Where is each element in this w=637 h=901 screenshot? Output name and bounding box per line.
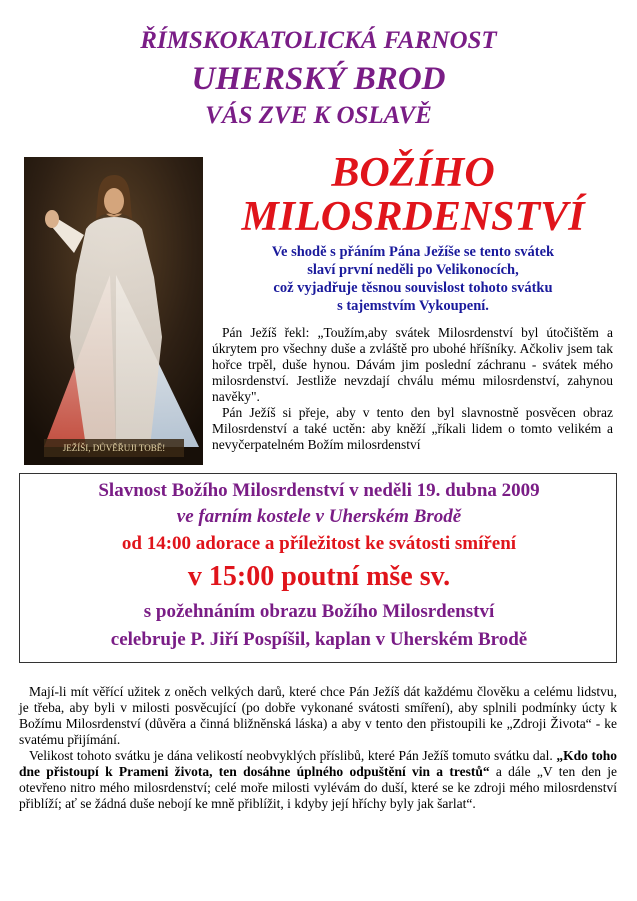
intro-line-2: slaví první neděli po Velikonocích, — [307, 262, 519, 278]
announcement-line-1: Slavnost Božího Milosrdenství v neděli 19. dubna 2009 — [98, 480, 540, 501]
announcement-line-5: s požehnáním obrazu Božího Milosrdenství — [143, 601, 495, 622]
body-paragraph-1: Mají-li mít věřící užitek z oněch velkých darů, které chce Pán Ježíš dát každému člověku a celému lidstvu, je třeba, aby byli v milosti posvěcující (po dobře vykonané svátosti smíření), aby splnili podmínky úcty k Božímu Milosrdenství (důvěra a činná bližněnská láska) a aby v tento den přistoupili ke „Zdroji Života“ - ke svatému přijímání. — [19, 684, 617, 747]
body-paragraph-2 — [19, 748, 617, 812]
announcement-line-2: ve farním kostele v Uherském Brodě — [176, 506, 462, 527]
quote-paragraph-2: Pán Ježíš si přeje, aby v tento den byl slavnostně posvěcen obraz Milosrdenství a také uctěn: aby kněží „říkali lidem o tomto velikém a nevyčerpatelném Božím milosrdenství — [212, 405, 613, 452]
intro-line-3: což vyjadřuje těsnou souvislost tohoto svátku — [273, 280, 553, 296]
header-line-2: UHERSKÝ BROD — [191, 61, 446, 97]
quote-text — [212, 325, 613, 453]
body-paragraph-2-start: Velikost tohoto svátku je dána velikostí neobvyklých příslibů, které Pán Ježíš tomuto svátku dal. — [29, 748, 557, 763]
title-line-1: BOŽÍHO — [331, 150, 495, 196]
body-paragraph-2-bold: „Kdo toho dne přistoupí k Prameni života, ten dosáhne úplného odpuštění vin a trestů“ — [19, 748, 617, 779]
title-line-2: MILOSRDENSTVÍ — [241, 194, 585, 240]
header-line-1: ŘÍMSKOKATOLICKÁ FARNOST — [140, 27, 497, 54]
image-caption: JEŽÍŠI, DŮVĚŘUJI TOBĚ! — [62, 443, 166, 453]
quote-paragraph-1: Pán Ježíš řekl: „Toužím,aby svátek Milosrdenství byl útočištěm a úkrytem pro všechny duše a zvláště pro ubohé hříšníky. Ačkoliv jsem tak hořce trpěl, duše hynou. Dávám jim poslední záchranu - svátek mého milosrdenství. Jestliže nevzdají chválu mému milosrdenství, zahynou navěky". — [212, 325, 613, 404]
body-paragraph-2-end: a dále „V ten den je otevřeno nitro mého milosrdenství; celé moře milosti vylévám do duší, které se ke zdroji mého milosrdenství přiblíží; ať se žádná duše nebojí ke mně přiblížit, i kdyby její hříchy byly jak šarlat“. — [19, 764, 618, 811]
header-line-3: VÁS ZVE K OSLAVĚ — [205, 102, 432, 129]
intro-text — [213, 243, 613, 315]
intro-line-4: s tajemstvím Vykoupení. — [337, 298, 489, 314]
intro-line-1: Ve shodě s přáním Pána Ježíše se tento svátek — [271, 244, 555, 260]
divine-mercy-picture-icon — [24, 157, 203, 465]
announcement-line-3: od 14:00 adorace a příležitost ke svátosti smíření — [121, 533, 517, 554]
announcement-line-4: v 15:00 poutní mše sv. — [187, 561, 451, 592]
divine-mercy-image — [24, 157, 203, 465]
body-text — [19, 684, 617, 812]
announcement-line-6: celebruje P. Jiří Pospíšil, kaplan v Uherském Brodě — [110, 629, 528, 650]
announcement-box — [19, 473, 617, 663]
